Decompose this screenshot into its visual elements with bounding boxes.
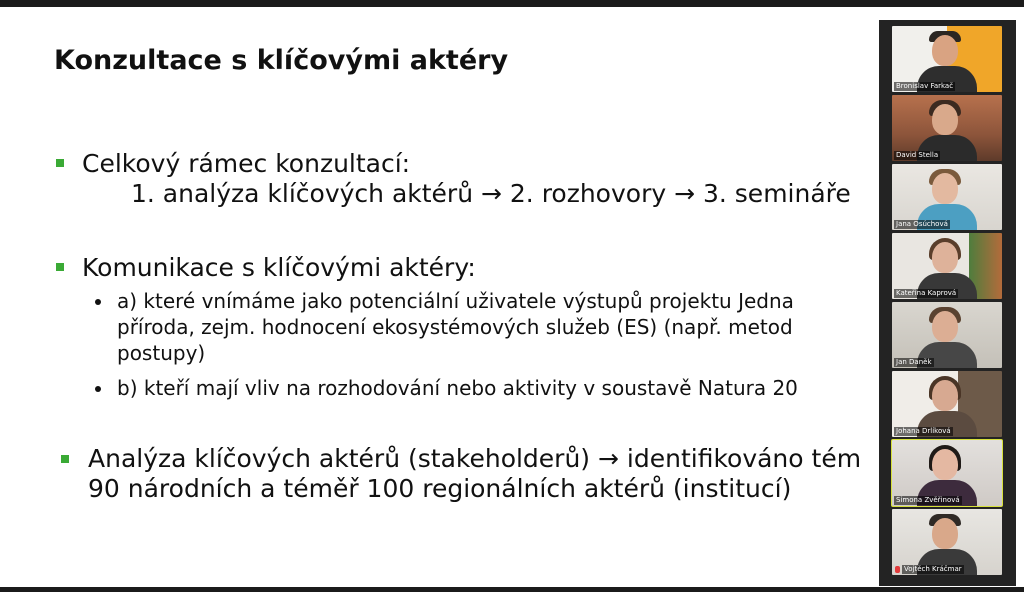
video-tile[interactable] [892,164,1002,230]
shared-slide [0,7,1024,587]
bullet-2b-text: b) kteří mají vliv na rozhodování nebo aktivity v soustavě Natura 20 [117,376,798,400]
participant-name: Johana Drlíková [896,427,951,435]
participant-name: Simona Zvěřinová [896,496,960,504]
video-tile[interactable] [892,371,1002,437]
participant-name: Vojtěch Kráčmar [904,565,962,573]
bullet-square-icon [56,159,64,167]
participant-name: Kateřina Kaprová [896,289,957,297]
participant-name: Jan Daněk [896,358,932,366]
bullet-3-line1: Analýza klíčových aktérů (stakeholderů) → identifikováno tém [88,444,862,473]
bullet-1-sub: 1. analýza klíčových aktérů → 2. rozhovory → 3. semináře [131,179,851,208]
video-tile-active-speaker[interactable] [892,440,1002,506]
top-bar [0,0,1024,7]
bullet-2-text: Komunikace s klíčovými aktéry: [82,253,476,282]
bottom-bar [0,587,1024,592]
slide-title: Konzultace s klíčovými aktéry [54,45,509,76]
muted-mic-icon [895,566,900,573]
bullet-dot-icon [95,386,101,392]
video-tile[interactable] [892,509,1002,575]
video-tile[interactable] [892,95,1002,161]
bullet-1-text: Celkový rámec konzultací: [82,149,411,178]
bullet-2a-line1: a) které vnímáme jako potenciální uživatele výstupů projektu Jedna [117,289,794,313]
participant-name: Jana Osúchová [896,220,948,228]
bullet-2a-line2: příroda, zejm. hodnocení ekosystémových služeb (ES) (např. metod [117,315,793,339]
bullet-3-line2: 90 národních a téměř 100 regionálních aktérů (institucí) [88,474,792,503]
bullet-dot-icon [95,299,101,305]
bullet-square-icon [61,455,69,463]
video-tile[interactable] [892,233,1002,299]
participant-panel [879,20,1016,586]
bullet-square-icon [56,263,64,271]
participant-name: David Stella [896,151,939,159]
bullet-2a-line3: postupy) [117,341,206,365]
participant-name: Bronislav Farkač [896,82,954,90]
video-tile[interactable] [892,302,1002,368]
video-tile[interactable] [892,26,1002,92]
